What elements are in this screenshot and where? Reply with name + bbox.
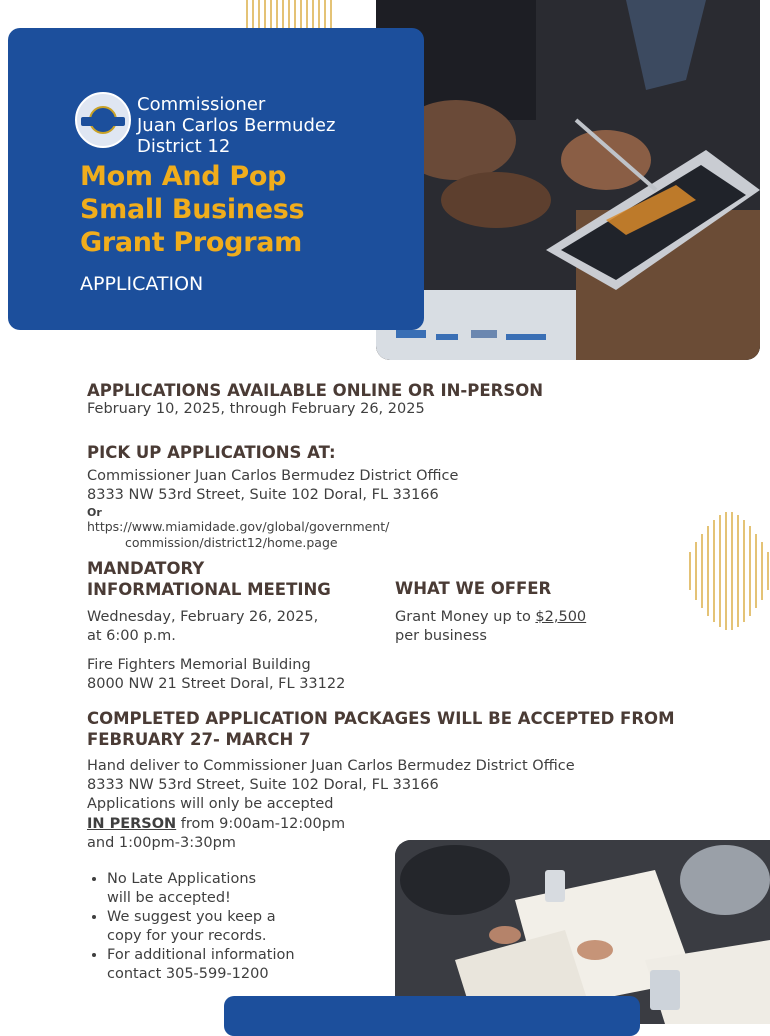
completed-line4 [87,815,345,834]
meeting-time: at 6:00 p.m. [87,628,176,644]
meeting-heading [87,558,331,600]
commissioner-name-block [137,94,335,157]
meeting-date: Wednesday, February 26, 2025, [87,609,319,625]
note-line: • No Late Applications [107,871,257,887]
pickup-url-line2[interactable]: commission/district12/home.page [125,535,338,550]
availability-dates: February 10, 2025, through February 26, 2025 [87,401,425,417]
pickup-url-line1[interactable]: https://www.miamidade.gov/global/government/ [87,519,390,534]
pickup-or: Or [87,506,102,519]
application-label: APPLICATION [80,273,204,295]
miami-dade-county-seal-icon [75,92,131,148]
list-item [107,870,377,908]
availability-heading: APPLICATIONS AVAILABLE ONLINE OR IN-PERSON [87,381,544,400]
completed-heading [87,708,674,750]
completed-heading-line1: COMPLETED APPLICATION PACKAGES WILL BE ACCEPTED FROM [87,709,675,728]
meeting-venue: Fire Fighters Memorial Building [87,657,311,673]
footer-bar [224,996,640,1036]
offer-heading: WHAT WE OFFER [395,579,552,598]
pickup-address: 8333 NW 53rd Street, Suite 102 Doral, FL 33166 [87,487,439,503]
meeting-heading-line2: INFORMATIONAL MEETING [87,580,331,599]
completed-line3: Applications will only be accepted [87,796,334,812]
meeting-heading-line1: MANDATORY [87,559,205,578]
commissioner-title: Commissioner [137,94,266,115]
commissioner-district: District 12 [137,136,231,157]
meeting-venue-address: 8000 NW 21 Street Doral, FL 33122 [87,676,346,692]
completed-line5: and 1:00pm-3:30pm [87,835,236,851]
decorative-stripes-right [688,512,770,630]
notes-list [87,870,377,984]
commissioner-name: Juan Carlos Bermudez [137,115,336,136]
seal-band-icon [81,117,125,126]
offer-suffix: per business [395,628,487,644]
note-line: • We suggest you keep a [107,909,276,925]
note-line: will be accepted! [107,890,231,906]
program-title-line2: Small Business [80,194,305,225]
pickup-office: Commissioner Juan Carlos Bermudez District Office [87,468,459,484]
list-item [107,946,377,984]
program-title [80,160,304,259]
note-line: copy for your records. [107,928,267,944]
offer-text-prefix: Grant Money up to [395,609,536,625]
offer-amount: $2,500 [535,609,587,625]
in-person-emphasis: IN PERSON [87,816,177,832]
program-title-line1: Mom And Pop [80,161,287,192]
completed-heading-line2: FEBRUARY 27- MARCH 7 [87,730,311,749]
photo-illustration [376,0,760,360]
business-tablet-photo [376,0,760,360]
offer-text [395,608,586,627]
completed-line2: 8333 NW 53rd Street, Suite 102 Doral, FL 33166 [87,777,439,793]
program-title-line3: Grant Program [80,227,302,258]
completed-hours-morning: from 9:00am-12:00pm [176,816,346,832]
note-line: contact 305-599-1200 [107,966,269,982]
list-item [107,908,377,946]
pickup-heading: PICK UP APPLICATIONS AT: [87,443,336,462]
note-line: • For additional information [107,947,295,963]
completed-line1: Hand deliver to Commissioner Juan Carlos Bermudez District Office [87,758,575,774]
